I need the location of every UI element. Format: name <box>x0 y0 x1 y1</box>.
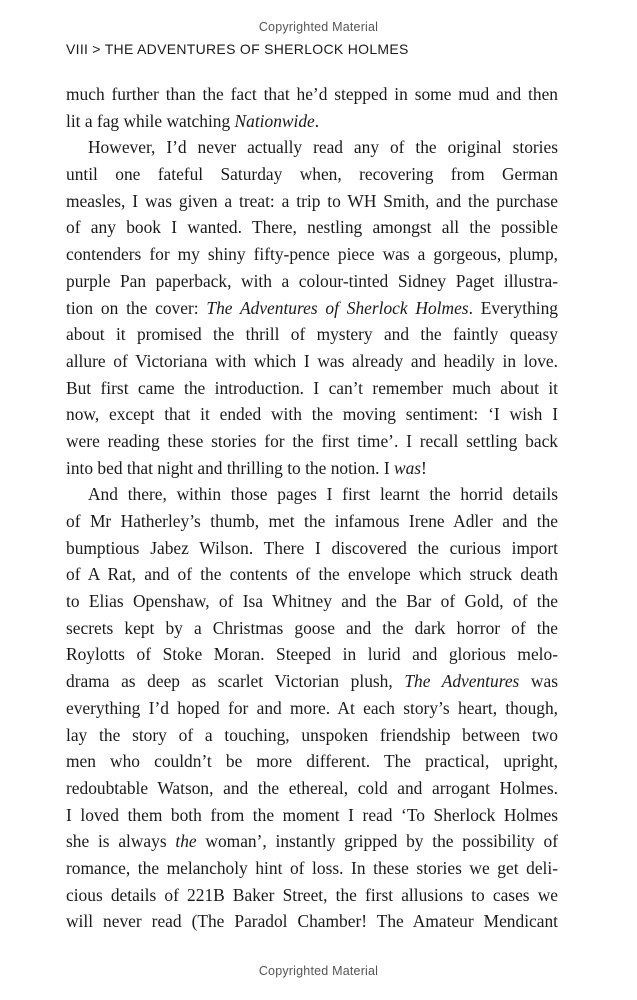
text-line: everything I’d hoped for and more. At each story’s heart, though, <box>66 697 558 718</box>
text-line: of any book I wanted. There, nestling amongst all the possible <box>66 217 558 238</box>
text-line: will never read (The Paradol Chamber! The Amateur Mendicant <box>66 911 558 932</box>
text-line: Roylotts of Stoke Moran. Steeped in lurid and glorious melo- <box>66 644 558 665</box>
text-line: much further than the fact that he’d stepped in some mud and then <box>66 84 558 104</box>
text-line: allure of Victoriana with which I was already and headily in love. <box>66 350 558 371</box>
paragraph-start: However, I’d never actually read any of the original stories <box>88 137 558 158</box>
text-line: drama as deep as scarlet Victorian plush, The Adventures was <box>66 671 558 692</box>
text-line: now, except that it ended with the moving sentiment: ‘I wish I <box>66 404 558 425</box>
text-line: lit a fag while watching Nationwide. <box>66 110 320 131</box>
copyright-watermark-bottom: Copyrighted Material <box>258 964 379 978</box>
text-line: of A Rat, and of the contents of the envelope which struck death <box>66 564 558 585</box>
italic-title: Nationwide <box>234 110 315 131</box>
text-line: secrets kept by a Christmas goose and the dark horror of the <box>66 617 558 638</box>
text-line: men who couldn’t be more different. The practical, upright, <box>66 751 558 772</box>
text-line: romance, the melancholy hint of loss. In these stories we get deli- <box>66 857 558 878</box>
text-line: until one fateful Saturday when, recovering from German <box>66 164 558 185</box>
text-line: redoubtable Watson, and the ethereal, cold and arrogant Holmes. <box>66 777 558 798</box>
text-line: to Elias Openshaw, of Isa Whitney and the Bar of Gold, of the <box>66 591 558 612</box>
italic-emphasis: the <box>175 831 197 852</box>
text-line: were reading these stories for the first time’. I recall settling back <box>66 430 558 451</box>
text-line: about it promised the thrill of mystery and the faintly queasy <box>66 324 558 345</box>
text-line: of Mr Hatherley’s thumb, met the infamous Irene Adler and the <box>66 511 558 531</box>
text-line: tion on the cover: The Adventures of Sherlock Holmes. Everything <box>66 297 559 318</box>
paragraph-start: And there, within those pages I first learnt the horrid details <box>88 484 558 505</box>
page-number: VIII <box>66 41 89 57</box>
text-line: contenders for my shiny fifty-pence piece was a gorgeous, plump, <box>66 244 558 265</box>
text-line: lay the story of a touching, unspoken friendship between two <box>66 724 558 745</box>
text-line: into bed that night and thrilling to the notion. I was! <box>66 457 427 478</box>
copyright-watermark-top: Copyrighted Material <box>258 20 379 34</box>
running-head <box>66 41 409 57</box>
italic-title: The Adventures <box>404 671 520 692</box>
running-head-separator: > <box>92 41 101 57</box>
text-line: she is always the woman’, instantly gripped by the possibility of <box>66 831 558 852</box>
text-line: purple Pan paperback, with a colour-tinted Sidney Paget illustra- <box>66 270 558 291</box>
text-line: cious details of 221B Baker Street, the first allusions to cases we <box>66 884 558 905</box>
text-line: measles, I was given a treat: a trip to WH Smith, and the purchase <box>66 190 558 211</box>
body-text <box>66 81 558 935</box>
italic-emphasis: was <box>393 457 422 478</box>
book-title: THE ADVENTURES OF SHERLOCK HOLMES <box>104 41 409 57</box>
text-line: I loved them both from the moment I read ‘To Sherlock Holmes <box>66 804 558 825</box>
italic-title: The Adventures of Sherlock Holmes <box>206 297 469 318</box>
text-line: bumptious Jabez Wilson. There I discovered the curious import <box>66 537 558 558</box>
text-line: But first came the introduction. I can’t remember much about it <box>66 377 558 398</box>
